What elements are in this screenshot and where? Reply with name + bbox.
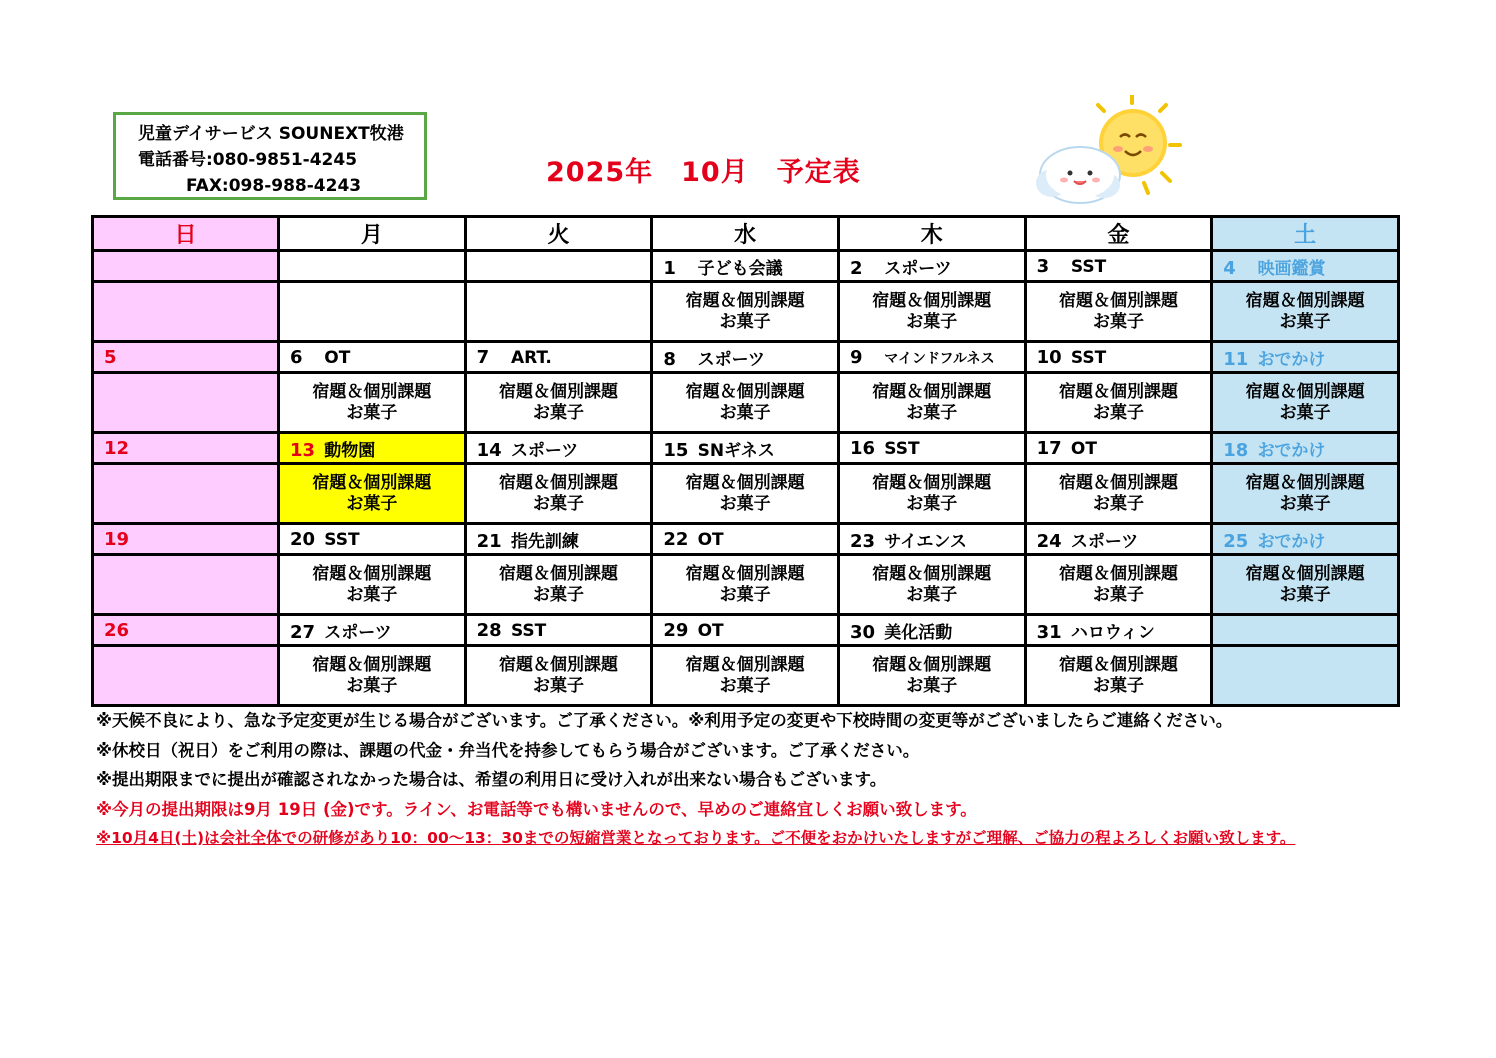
weekday-sunday: 日 xyxy=(93,217,279,251)
weekday-header-row xyxy=(93,217,1399,251)
activity-cell-saturday xyxy=(1212,464,1399,524)
activity-snack: お菓子 xyxy=(1092,311,1144,332)
date-cell-monday xyxy=(279,433,466,464)
day-event: 指先訓練 xyxy=(510,531,579,552)
day-number: 26 xyxy=(104,619,130,641)
activity-cell-sunday xyxy=(93,282,279,342)
date-cell-thursday xyxy=(838,251,1025,282)
note-holiday: ※休校日（祝日）をご利用の際は、課題の代金・弁当代を持参してもらう場合がございます。ご了承ください。 xyxy=(96,740,920,760)
activity-homework: 宿題＆個別課題 xyxy=(312,654,432,675)
activity-homework: 宿題＆個別課題 xyxy=(498,381,618,402)
day-event: SST xyxy=(510,620,547,641)
date-cell-wednesday xyxy=(652,342,839,373)
activity-homework: 宿題＆個別課題 xyxy=(312,472,432,493)
activity-row xyxy=(93,373,1399,433)
day-number: 4 xyxy=(1223,257,1236,279)
facility-fax: FAX:098-988-4243 xyxy=(186,176,362,196)
activity-snack: お菓子 xyxy=(532,584,584,605)
activity-cell-sunday xyxy=(93,464,279,524)
activity-cell-saturday xyxy=(1212,282,1399,342)
activity-cell-wednesday xyxy=(652,464,839,524)
day-event: ART. xyxy=(510,347,552,368)
date-cell-sunday xyxy=(93,433,279,464)
date-cell-saturday xyxy=(1212,433,1399,464)
activity-cell-monday xyxy=(279,646,466,706)
date-cell-friday xyxy=(1025,615,1212,646)
notes xyxy=(96,706,1295,854)
activity-snack: お菓子 xyxy=(346,584,398,605)
date-cell-tuesday xyxy=(465,433,652,464)
activity-snack: お菓子 xyxy=(1279,311,1331,332)
day-number: 2 xyxy=(849,257,863,279)
date-cell-thursday xyxy=(838,433,1025,464)
activity-homework: 宿題＆個別課題 xyxy=(685,290,805,311)
activity-cell-monday xyxy=(279,373,466,433)
activity-cell-tuesday xyxy=(465,555,652,615)
day-event: おでかけ xyxy=(1257,349,1326,370)
activity-cell-sunday xyxy=(93,373,279,433)
activity-cell-thursday xyxy=(838,464,1025,524)
date-cell-tuesday xyxy=(465,524,652,555)
activity-homework: 宿題＆個別課題 xyxy=(1058,381,1178,402)
day-number: 13 xyxy=(290,439,316,461)
day-event: 美化活動 xyxy=(884,622,953,643)
day-event: OT xyxy=(324,347,351,368)
activity-cell-friday xyxy=(1025,555,1212,615)
day-number: 24 xyxy=(1036,530,1062,552)
activity-homework: 宿題＆個別課題 xyxy=(1058,290,1178,311)
date-row xyxy=(93,524,1399,555)
day-number: 18 xyxy=(1223,439,1249,461)
date-cell-friday xyxy=(1025,251,1212,282)
day-number: 27 xyxy=(290,621,316,643)
weekday-monday: 月 xyxy=(279,217,466,251)
activity-homework: 宿題＆個別課題 xyxy=(1058,563,1178,584)
activity-snack: お菓子 xyxy=(906,675,958,696)
activity-snack: お菓子 xyxy=(719,584,771,605)
note-deadline: ※提出期限までに提出が確認されなかった場合は、希望の利用日に受け入れが出来ない場合もございます。 xyxy=(96,770,887,789)
activity-cell-monday xyxy=(279,464,466,524)
page-title: 2025年 10月 予定表 xyxy=(546,157,861,188)
date-cell-thursday xyxy=(838,615,1025,646)
activity-snack: お菓子 xyxy=(532,402,584,423)
day-event: SST xyxy=(884,438,920,459)
sun-and-cloud-illustration xyxy=(1030,95,1190,210)
activity-homework: 宿題＆個別課題 xyxy=(498,472,618,493)
day-number: 22 xyxy=(663,528,689,550)
date-cell-friday xyxy=(1025,524,1212,555)
activity-cell-tuesday xyxy=(465,464,652,524)
weekday-tuesday: 火 xyxy=(465,217,652,251)
activity-snack: お菓子 xyxy=(532,493,584,514)
day-event: マインドフルネス xyxy=(884,350,995,367)
date-cell-friday xyxy=(1025,342,1212,373)
activity-snack: お菓子 xyxy=(346,675,398,696)
activity-snack: お菓子 xyxy=(1092,675,1144,696)
day-number: 19 xyxy=(104,528,130,550)
day-event: SST xyxy=(1070,347,1107,368)
activity-homework: 宿題＆個別課題 xyxy=(872,563,992,584)
day-event: おでかけ xyxy=(1257,531,1326,552)
activity-homework: 宿題＆個別課題 xyxy=(498,563,618,584)
note-shortened-hours: ※10月4日(土)は会社全体での研修があり10：00～13：30までの短縮営業となっております。ご不便をおかけいたしますがご理解、ご協力の程よろしくお願い致します。 xyxy=(96,829,1296,847)
date-cell-tuesday xyxy=(465,615,652,646)
activity-cell-monday xyxy=(279,555,466,615)
day-number: 29 xyxy=(663,619,689,641)
activity-homework: 宿題＆個別課題 xyxy=(312,563,432,584)
date-cell-thursday xyxy=(838,524,1025,555)
date-cell-sunday xyxy=(93,251,279,282)
day-event: 動物園 xyxy=(324,440,376,461)
activity-snack: お菓子 xyxy=(906,584,958,605)
date-cell-wednesday xyxy=(652,433,839,464)
activity-snack: お菓子 xyxy=(719,493,771,514)
activity-homework: 宿題＆個別課題 xyxy=(685,563,805,584)
activity-snack: お菓子 xyxy=(719,675,771,696)
activity-cell-wednesday xyxy=(652,555,839,615)
activity-homework: 宿題＆個別課題 xyxy=(1245,472,1365,493)
activity-homework: 宿題＆個別課題 xyxy=(1245,290,1365,311)
day-event: OT xyxy=(697,620,724,641)
date-row xyxy=(93,342,1399,373)
date-cell-sunday xyxy=(93,524,279,555)
activity-snack: お菓子 xyxy=(719,402,771,423)
day-event: SST xyxy=(1070,256,1107,277)
day-event: サイエンス xyxy=(884,531,967,552)
day-number: 9 xyxy=(849,346,863,368)
day-event: OT xyxy=(697,529,724,550)
date-cell-monday xyxy=(279,615,466,646)
day-number: 5 xyxy=(104,346,117,368)
activity-homework: 宿題＆個別課題 xyxy=(498,654,618,675)
day-number: 23 xyxy=(849,530,876,552)
day-event: 子ども会議 xyxy=(697,258,783,279)
day-event: スポーツ xyxy=(324,622,392,643)
facility-info-box xyxy=(113,112,427,200)
day-number: 30 xyxy=(849,621,876,643)
day-number: 8 xyxy=(663,348,676,370)
date-cell-friday xyxy=(1025,433,1212,464)
activity-cell-wednesday xyxy=(652,373,839,433)
date-cell-wednesday xyxy=(652,615,839,646)
day-number: 7 xyxy=(476,346,490,368)
activity-homework: 宿題＆個別課題 xyxy=(1245,563,1365,584)
activity-snack: お菓子 xyxy=(906,311,958,332)
activity-homework: 宿題＆個別課題 xyxy=(685,381,805,402)
activity-snack: お菓子 xyxy=(346,493,398,514)
activity-homework: 宿題＆個別課題 xyxy=(1245,381,1365,402)
activity-snack: お菓子 xyxy=(906,402,958,423)
activity-snack: お菓子 xyxy=(532,675,584,696)
activity-homework: 宿題＆個別課題 xyxy=(1058,654,1178,675)
date-row xyxy=(93,433,1399,464)
activity-cell-sunday xyxy=(93,555,279,615)
day-number: 11 xyxy=(1223,348,1249,370)
note-weather: ※天候不良により、急な予定変更が生じる場合がございます。ご了承ください。※利用予定の変更や下校時間の変更等がございましたらご連絡ください。 xyxy=(96,711,1233,730)
activity-cell-tuesday xyxy=(465,646,652,706)
activity-cell-saturday xyxy=(1212,646,1399,706)
activity-snack: お菓子 xyxy=(1279,584,1331,605)
activity-homework: 宿題＆個別課題 xyxy=(872,381,992,402)
day-event: スポーツ xyxy=(1070,531,1139,552)
facility-phone: 電話番号:080-9851-4245 xyxy=(138,150,358,170)
day-number: 15 xyxy=(663,439,689,461)
activity-homework: 宿題＆個別課題 xyxy=(872,472,992,493)
activity-cell-friday xyxy=(1025,282,1212,342)
date-row xyxy=(93,251,1399,282)
weekday-thursday: 木 xyxy=(838,217,1025,251)
date-cell-sunday xyxy=(93,342,279,373)
day-number: 17 xyxy=(1036,437,1062,459)
calendar-table xyxy=(91,215,1400,707)
activity-cell-tuesday xyxy=(465,282,652,342)
day-event: ハロウィン xyxy=(1070,622,1155,643)
date-cell-wednesday xyxy=(652,251,839,282)
activity-snack: お菓子 xyxy=(1092,584,1144,605)
activity-cell-friday xyxy=(1025,464,1212,524)
date-cell-tuesday xyxy=(465,342,652,373)
activity-cell-friday xyxy=(1025,373,1212,433)
date-cell-wednesday xyxy=(652,524,839,555)
activity-cell-thursday xyxy=(838,646,1025,706)
date-row xyxy=(93,615,1399,646)
activity-cell-sunday xyxy=(93,646,279,706)
day-number: 21 xyxy=(476,530,502,552)
weekday-friday: 金 xyxy=(1025,217,1212,251)
day-number: 14 xyxy=(476,439,502,461)
activity-snack: お菓子 xyxy=(346,402,398,423)
activity-cell-monday xyxy=(279,282,466,342)
day-number: 6 xyxy=(290,346,303,368)
date-cell-saturday xyxy=(1212,342,1399,373)
weekday-saturday: 土 xyxy=(1212,217,1399,251)
activity-row xyxy=(93,464,1399,524)
activity-cell-thursday xyxy=(838,282,1025,342)
note-this-month-deadline: ※今月の提出期限は9月 19日 (金)です。ライン、お電話等でも構いませんので、早めのご連絡宜しくお願い致します。 xyxy=(96,799,977,819)
activity-cell-saturday xyxy=(1212,373,1399,433)
activity-snack: お菓子 xyxy=(1279,402,1331,423)
activity-cell-wednesday xyxy=(652,646,839,706)
activity-cell-tuesday xyxy=(465,373,652,433)
activity-cell-thursday xyxy=(838,555,1025,615)
day-event: おでかけ xyxy=(1257,440,1326,461)
day-number: 3 xyxy=(1036,255,1050,277)
day-number: 12 xyxy=(104,437,130,459)
date-cell-saturday xyxy=(1212,615,1399,646)
activity-homework: 宿題＆個別課題 xyxy=(1058,472,1178,493)
day-event: 映画鑑賞 xyxy=(1257,258,1326,279)
activity-row xyxy=(93,646,1399,706)
activity-cell-friday xyxy=(1025,646,1212,706)
activity-snack: お菓子 xyxy=(1092,493,1144,514)
day-event: SNギネス xyxy=(697,440,775,461)
day-number: 1 xyxy=(663,257,676,279)
date-cell-monday xyxy=(279,251,466,282)
day-event: OT xyxy=(1070,438,1097,459)
activity-homework: 宿題＆個別課題 xyxy=(685,654,805,675)
day-number: 20 xyxy=(290,528,316,550)
day-event: スポーツ xyxy=(697,349,765,370)
day-number: 16 xyxy=(849,437,876,459)
day-number: 28 xyxy=(476,619,502,641)
date-cell-tuesday xyxy=(465,251,652,282)
day-number: 31 xyxy=(1036,621,1062,643)
date-cell-monday xyxy=(279,342,466,373)
activity-homework: 宿題＆個別課題 xyxy=(312,381,432,402)
activity-homework: 宿題＆個別課題 xyxy=(685,472,805,493)
day-number: 25 xyxy=(1223,530,1249,552)
day-event: スポーツ xyxy=(510,440,579,461)
activity-homework: 宿題＆個別課題 xyxy=(872,290,992,311)
date-cell-thursday xyxy=(838,342,1025,373)
date-cell-saturday xyxy=(1212,524,1399,555)
date-cell-sunday xyxy=(93,615,279,646)
activity-snack: お菓子 xyxy=(1092,402,1144,423)
date-cell-monday xyxy=(279,524,466,555)
activity-row xyxy=(93,555,1399,615)
day-event: SST xyxy=(324,529,360,550)
activity-snack: お菓子 xyxy=(1279,493,1331,514)
day-event: スポーツ xyxy=(884,258,952,279)
activity-snack: お菓子 xyxy=(719,311,771,332)
date-cell-saturday xyxy=(1212,251,1399,282)
activity-cell-wednesday xyxy=(652,282,839,342)
facility-name: 児童デイサービス SOUNEXT牧港 xyxy=(138,124,404,144)
activity-cell-saturday xyxy=(1212,555,1399,615)
day-number: 10 xyxy=(1036,346,1062,368)
activity-homework: 宿題＆個別課題 xyxy=(872,654,992,675)
activity-snack: お菓子 xyxy=(906,493,958,514)
activity-row xyxy=(93,282,1399,342)
weekday-wednesday: 水 xyxy=(652,217,839,251)
activity-cell-thursday xyxy=(838,373,1025,433)
